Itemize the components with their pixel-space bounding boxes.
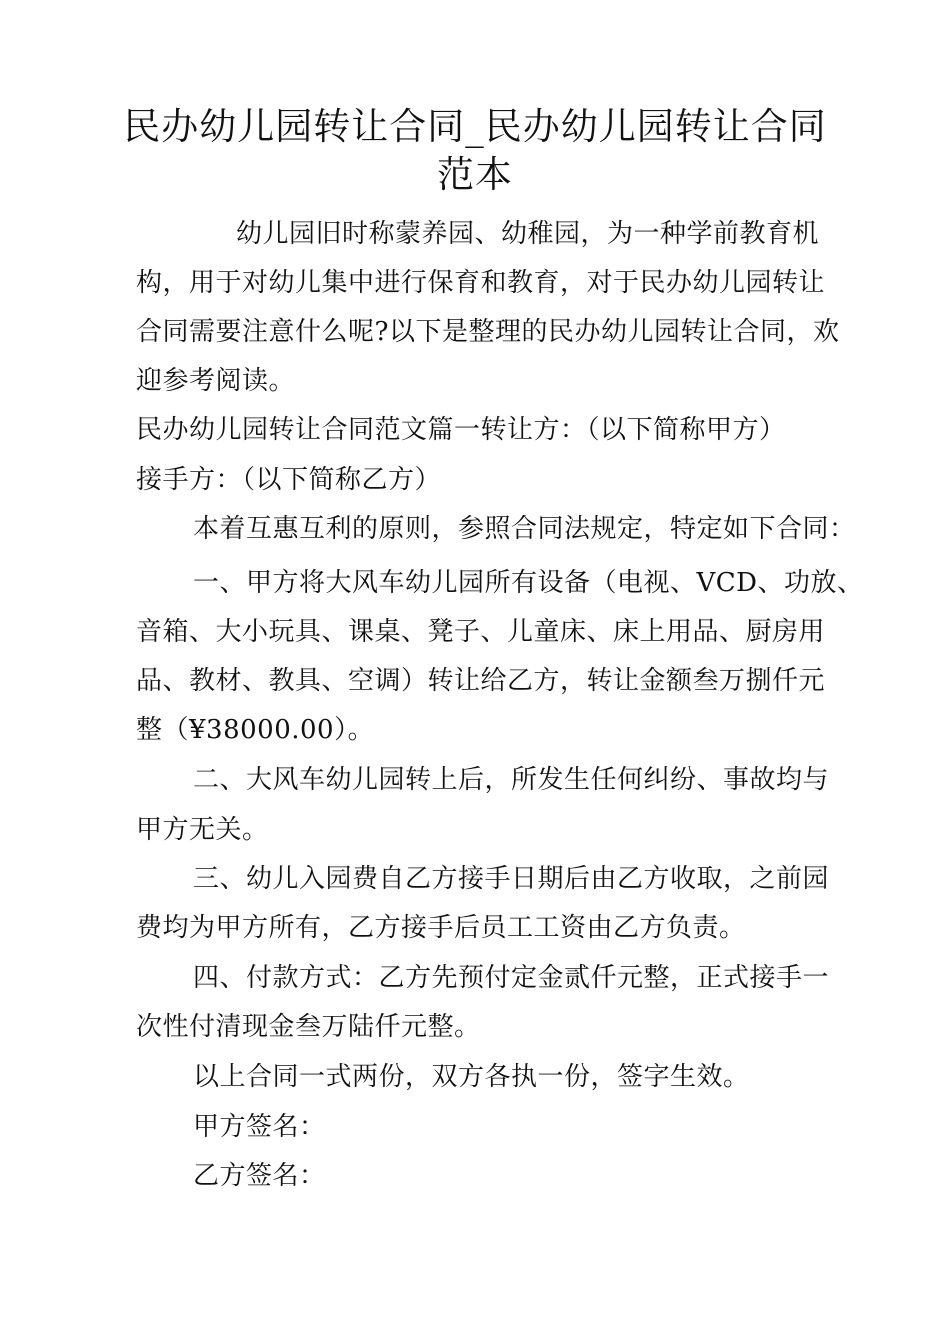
clause-1-line-3: 品、教材、教具、空调）转让给乙方，转让金额叁万捌仟元 <box>136 666 826 696</box>
contract-heading-line: 民办幼儿园转让合同范文篇一转让方：（以下简称甲方） <box>136 415 786 445</box>
party-b-signature-label: 乙方签名： <box>193 1161 326 1191</box>
clause-4-line-1: 四、付款方式：乙方先预付定金贰仟元整，正式接手一 <box>193 963 830 993</box>
receiver-line: 接手方：（以下简称乙方） <box>136 465 442 495</box>
clause-2-line-2: 甲方无关。 <box>136 815 269 845</box>
clause-3-line-1: 三、幼儿入园费自乙方接手日期后由乙方收取，之前园 <box>193 864 830 894</box>
document-title-line-1: 民办幼儿园转让合同_民办幼儿园转让合同 <box>123 105 827 148</box>
clause-1-line-2: 音箱、大小玩具、课桌、凳子、儿童床、床上用品、厨房用 <box>136 617 826 647</box>
document-title-line-2: 范本 <box>437 153 513 196</box>
intro-line-4: 迎参考阅读。 <box>136 366 296 396</box>
clause-3-line-2: 费均为甲方所有，乙方接手后员工工资由乙方负责。 <box>136 913 746 943</box>
party-a-signature-label: 甲方签名： <box>193 1112 326 1142</box>
principle-line: 本着互惠互利的原则，参照合同法规定，特定如下合同： <box>193 514 856 544</box>
clause-2-line-1: 二、大风车幼儿园转上后，所发生任何纠纷、事故均与 <box>193 765 830 795</box>
copies-line: 以上合同一式两份，双方各执一份，签字生效。 <box>193 1062 750 1092</box>
intro-line-3: 合同需要注意什么呢?以下是整理的民办幼儿园转让合同，欢 <box>136 317 840 347</box>
clause-1-line-1: 一、甲方将大风车幼儿园所有设备（电视、VCD、功放、 <box>193 568 864 598</box>
clause-1-line-4: 整（¥38000.00）。 <box>136 715 375 745</box>
intro-line-2: 构，用于对幼儿集中进行保育和教育，对于民办幼儿园转让 <box>136 268 826 298</box>
clause-4-line-2: 次性付清现金叁万陆仟元整。 <box>136 1012 481 1042</box>
intro-line-1: 幼儿园旧时称蒙养园、幼稚园，为一种学前教育机 <box>236 219 820 249</box>
